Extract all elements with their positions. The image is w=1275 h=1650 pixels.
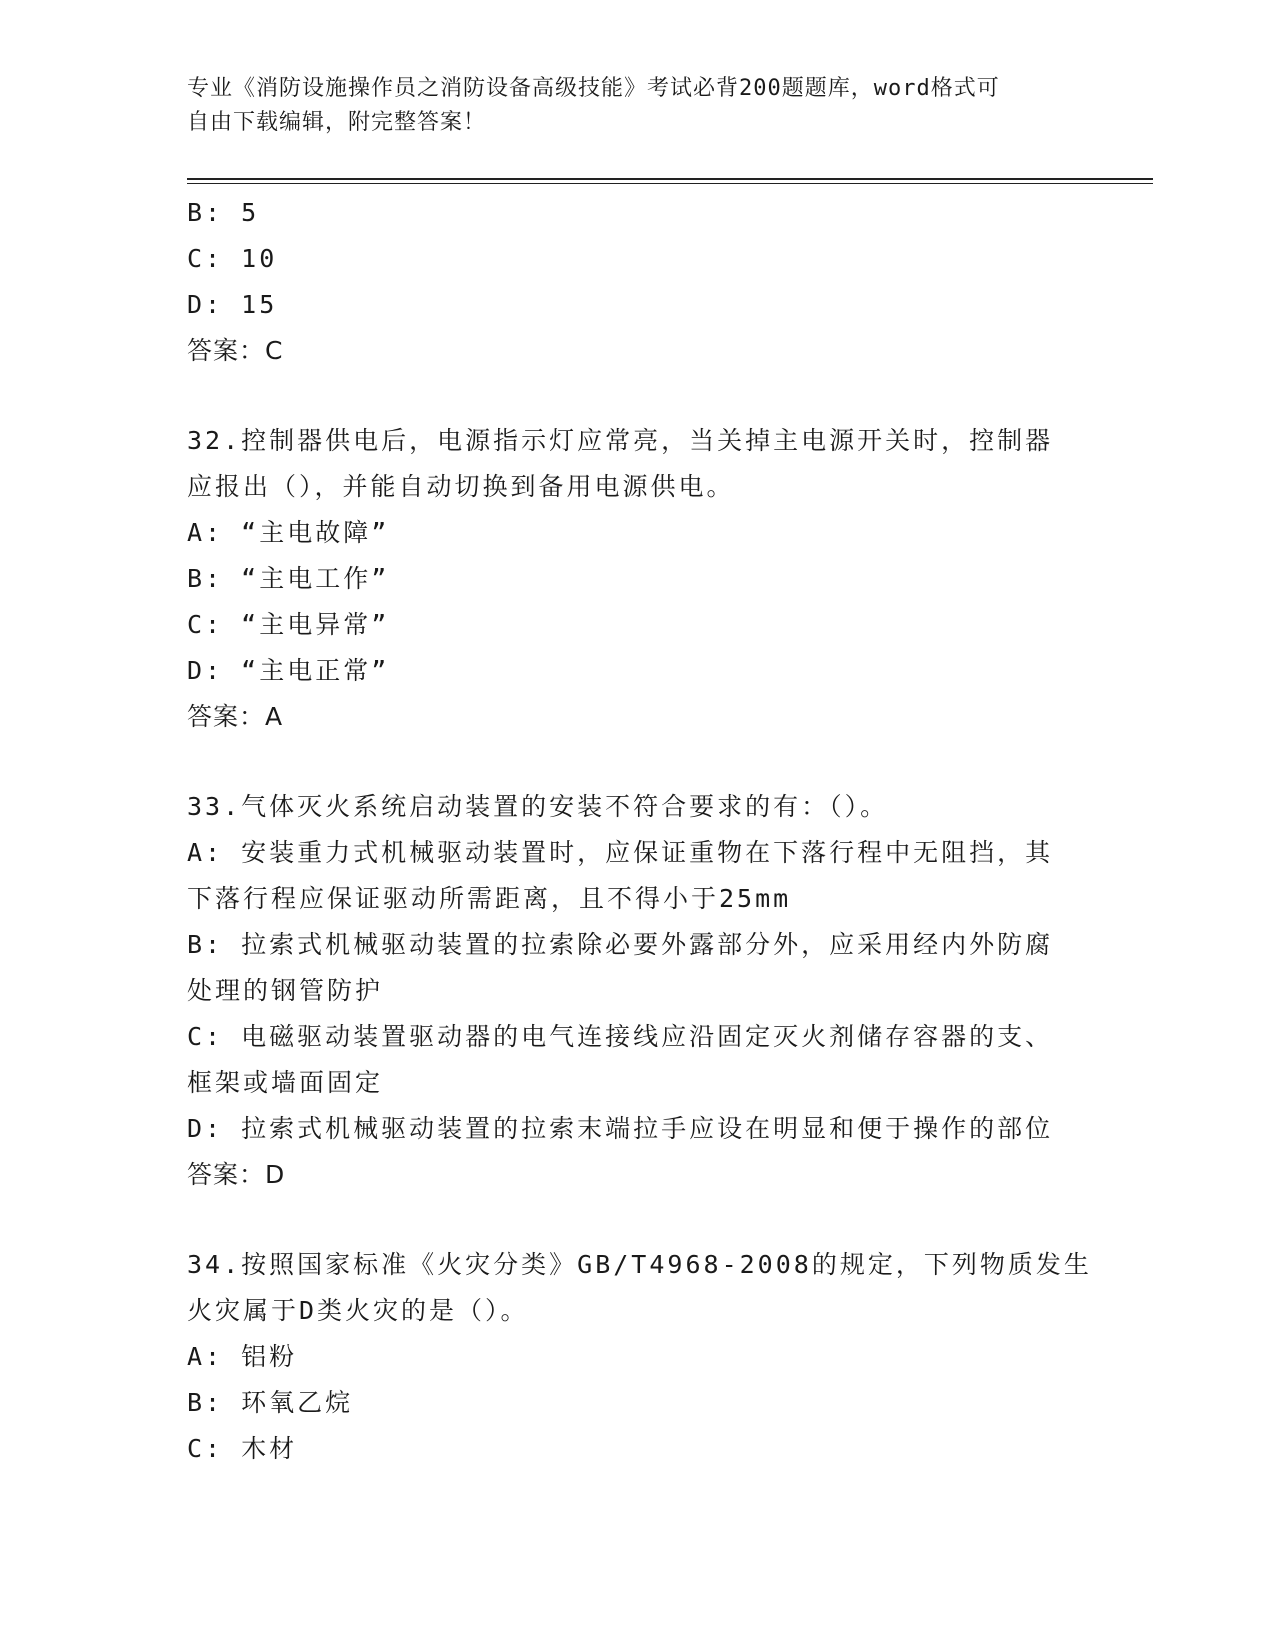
option-b: B: 5 [187,198,260,227]
header-divider-thick [187,178,1153,180]
question-stem: 33.气体灭火系统启动装置的安装不符合要求的有：（）。 [187,792,889,821]
answer-line: 答案：C [187,336,284,365]
option-c: C: 10 [187,244,278,273]
option-a-continued: 下落行程应保证驱动所需距离，且不得小于25mm [187,884,792,913]
option-b-continued: 处理的钢管防护 [187,976,384,1005]
option-c-continued: 框架或墙面固定 [187,1068,384,1097]
option-d: D: 15 [187,290,278,319]
question-stem: 火灾属于D类火灾的是（）。 [187,1296,529,1325]
option-b: B: 拉索式机械驱动装置的拉索除必要外露部分外，应采用经内外防腐 [187,930,1054,959]
option-a: A: 安装重力式机械驱动装置时，应保证重物在下落行程中无阻挡，其 [187,838,1054,867]
question-stem: 应报出（），并能自动切换到备用电源供电。 [187,472,735,501]
option-b: B: 环氧乙烷 [187,1388,354,1417]
option-b: B: “主电工作” [187,564,390,593]
option-a: A: “主电故障” [187,518,390,547]
document-header [187,72,1087,140]
option-d: D: “主电正常” [187,656,390,685]
answer-line: 答案：D [187,1160,286,1189]
question-stem: 32.控制器供电后，电源指示灯应常亮，当关掉主电源开关时，控制器 [187,426,1054,455]
question-31-tail [187,190,1087,374]
option-c: C: “主电异常” [187,610,390,639]
option-d: D: 拉索式机械驱动装置的拉索末端拉手应设在明显和便于操作的部位 [187,1114,1054,1143]
question-32 [187,418,1087,740]
option-a: A: 铝粉 [187,1342,298,1371]
option-c: C: 木材 [187,1434,298,1463]
header-line-2: 自由下载编辑，附完整答案！ [187,110,487,135]
question-33 [187,784,1087,1198]
header-line-1: 专业《消防设施操作员之消防设备高级技能》考试必背200题题库，word格式可 [187,76,1000,101]
question-34 [187,1242,1092,1472]
answer-line: 答案：A [187,702,284,731]
question-stem: 34.按照国家标准《火灾分类》GB/T4968-2008的规定，下列物质发生 [187,1250,1092,1279]
question-content [187,190,1092,1472]
option-c: C: 电磁驱动装置驱动器的电气连接线应沿固定灭火剂储存容器的支、 [187,1022,1054,1051]
header-divider-thin [187,183,1153,184]
